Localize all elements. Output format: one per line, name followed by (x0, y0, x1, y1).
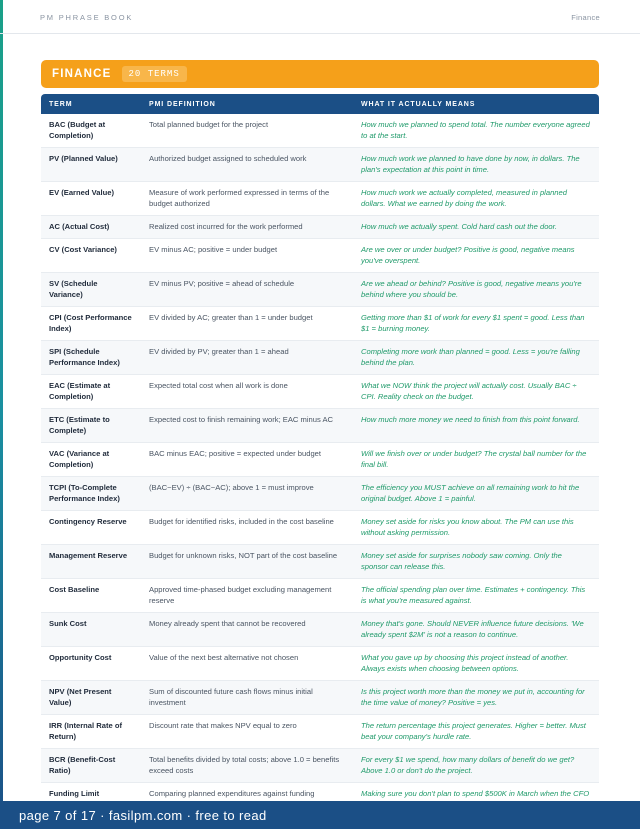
meaning-cell: Are we ahead or behind? Positive is good, negative means you're behind where you should be. (353, 273, 599, 307)
meaning-cell: The efficiency you MUST achieve on all remaining work to hit the original budget. Above 1 = painful. (353, 477, 599, 511)
term-cell: SV (Schedule Variance) (41, 273, 141, 307)
table-row (41, 443, 599, 477)
table-row (41, 239, 599, 273)
definition-cell: (BAC−EV) ÷ (BAC−AC); above 1 = must improve (141, 477, 353, 511)
definition-cell: Money already spent that cannot be recovered (141, 613, 353, 647)
definition-cell: EV divided by AC; greater than 1 = under budget (141, 307, 353, 341)
table-row (41, 273, 599, 307)
table-row (41, 341, 599, 375)
accent-bar (0, 0, 3, 829)
meaning-cell: Money set aside for risks you know about. The PM can use this without asking permission. (353, 511, 599, 545)
definition-cell: Value of the next best alternative not chosen (141, 647, 353, 681)
definition-cell: Expected cost to finish remaining work; EAC minus AC (141, 409, 353, 443)
table-row (41, 477, 599, 511)
term-count-badge: 20 TERMS (122, 66, 187, 82)
term-cell: Funding Limit (41, 783, 141, 817)
definition-cell: Total benefits divided by total costs; above 1.0 = benefits exceed costs (141, 749, 353, 783)
table-header-row (41, 94, 599, 114)
page-header (40, 11, 600, 23)
definition-cell: Budget for identified risks, included in the cost baseline (141, 511, 353, 545)
table-row (41, 114, 599, 148)
meaning-cell: For every $1 we spend, how many dollars of benefit do we get? Above 1.0 or don't do the project. (353, 749, 599, 783)
meaning-cell: How much work we actually completed, measured in planned dollars. What we earned by doing the work. (353, 182, 599, 216)
definition-cell: Approved time-phased budget excluding management reserve (141, 579, 353, 613)
meaning-cell: Are we over or under budget? Positive is good, negative means you've overspent. (353, 239, 599, 273)
table-row (41, 647, 599, 681)
definition-cell: Total planned budget for the project (141, 114, 353, 148)
term-cell: BCR (Benefit-Cost Ratio) (41, 749, 141, 783)
definition-cell: Sum of discounted future cash flows minus initial investment (141, 681, 353, 715)
meaning-cell: The return percentage this project generates. Higher = better. Must beat your company's hurdle rate. (353, 715, 599, 749)
page-footer (0, 801, 640, 829)
term-cell: BAC (Budget at Completion) (41, 114, 141, 148)
section-banner (41, 60, 599, 88)
meaning-cell: The official spending plan over time. Estimates + contingency. This is what you're measured against. (353, 579, 599, 613)
meaning-cell: What we NOW think the project will actually cost. Usually BAC ÷ CPI. Reality check on the budget. (353, 375, 599, 409)
meaning-cell: How much work we planned to have done by now, in dollars. The plan's expectation at this point in time. (353, 148, 599, 182)
meaning-cell: How much we planned to spend total. The number everyone agreed to at the start. (353, 114, 599, 148)
term-cell: VAC (Variance at Completion) (41, 443, 141, 477)
term-cell: SPI (Schedule Performance Index) (41, 341, 141, 375)
definition-cell: Measure of work performed expressed in terms of the budget authorized (141, 182, 353, 216)
brand-label: PM PHRASE BOOK (40, 12, 134, 22)
meaning-cell: How much more money we need to finish from this point forward. (353, 409, 599, 443)
term-cell: Sunk Cost (41, 613, 141, 647)
term-cell: CV (Cost Variance) (41, 239, 141, 273)
table-row (41, 545, 599, 579)
definition-cell: Discount rate that makes NPV equal to zero (141, 715, 353, 749)
definition-cell: Realized cost incurred for the work performed (141, 216, 353, 239)
footer-text: page 7 of 17 · fasilpm.com · free to read (19, 807, 267, 823)
table-row (41, 511, 599, 545)
meaning-cell: What you gave up by choosing this project instead of another. Always exists when choosing between options. (353, 647, 599, 681)
meaning-cell: Is this project worth more than the money we put in, accounting for the time value of money? Positive = yes. (353, 681, 599, 715)
section-title: FINANCE (52, 68, 112, 80)
table-row (41, 182, 599, 216)
term-cell: Opportunity Cost (41, 647, 141, 681)
definition-cell: Expected total cost when all work is done (141, 375, 353, 409)
table-row (41, 216, 599, 239)
definition-cell: Budget for unknown risks, NOT part of the cost baseline (141, 545, 353, 579)
column-header-definition: PMI DEFINITION (149, 100, 216, 108)
table-row (41, 375, 599, 409)
term-cell: TCPI (To-Complete Performance Index) (41, 477, 141, 511)
meaning-cell: Money that's gone. Should NEVER influence future decisions. 'We already spent $2M' is not a reason to continue. (353, 613, 599, 647)
term-cell: CPI (Cost Performance Index) (41, 307, 141, 341)
meaning-cell: Getting more than $1 of work for every $1 spent = good. Less than $1 = burning money. (353, 307, 599, 341)
term-cell: IRR (Internal Rate of Return) (41, 715, 141, 749)
table-row (41, 749, 599, 783)
definition-cell: Comparing planned expenditures against funding (141, 783, 353, 817)
term-cell: EV (Earned Value) (41, 182, 141, 216)
header-divider (0, 33, 640, 34)
table-row (41, 715, 599, 749)
column-header-term: TERM (49, 100, 73, 108)
column-header-meaning: WHAT IT ACTUALLY MEANS (361, 100, 476, 108)
term-cell: ETC (Estimate to Complete) (41, 409, 141, 443)
table-row (41, 409, 599, 443)
terms-table (41, 94, 599, 829)
term-cell: NPV (Net Present Value) (41, 681, 141, 715)
table-row (41, 307, 599, 341)
meaning-cell: How much we actually spent. Cold hard cash out the door. (353, 216, 599, 239)
term-cell: EAC (Estimate at Completion) (41, 375, 141, 409)
table-row (41, 681, 599, 715)
term-cell: PV (Planned Value) (41, 148, 141, 182)
meaning-cell: Will we finish over or under budget? The crystal ball number for the final bill. (353, 443, 599, 477)
definition-cell: EV divided by PV; greater than 1 = ahead (141, 341, 353, 375)
term-cell: AC (Actual Cost) (41, 216, 141, 239)
meaning-cell: Making sure you don't plan to spend $500K in March when the CFO (353, 783, 599, 817)
term-cell: Management Reserve (41, 545, 141, 579)
table-row (41, 148, 599, 182)
meaning-cell: Completing more work than planned = good. Less = you're falling behind the plan. (353, 341, 599, 375)
table-row (41, 613, 599, 647)
term-cell: Cost Baseline (41, 579, 141, 613)
definition-cell: EV minus AC; positive = under budget (141, 239, 353, 273)
section-label: Finance (571, 12, 600, 22)
definition-cell: BAC minus EAC; positive = expected under budget (141, 443, 353, 477)
term-cell: Contingency Reserve (41, 511, 141, 545)
definition-cell: Authorized budget assigned to scheduled work (141, 148, 353, 182)
table-row (41, 579, 599, 613)
definition-cell: EV minus PV; positive = ahead of schedule (141, 273, 353, 307)
meaning-cell: Money set aside for surprises nobody saw coming. Only the sponsor can release this. (353, 545, 599, 579)
